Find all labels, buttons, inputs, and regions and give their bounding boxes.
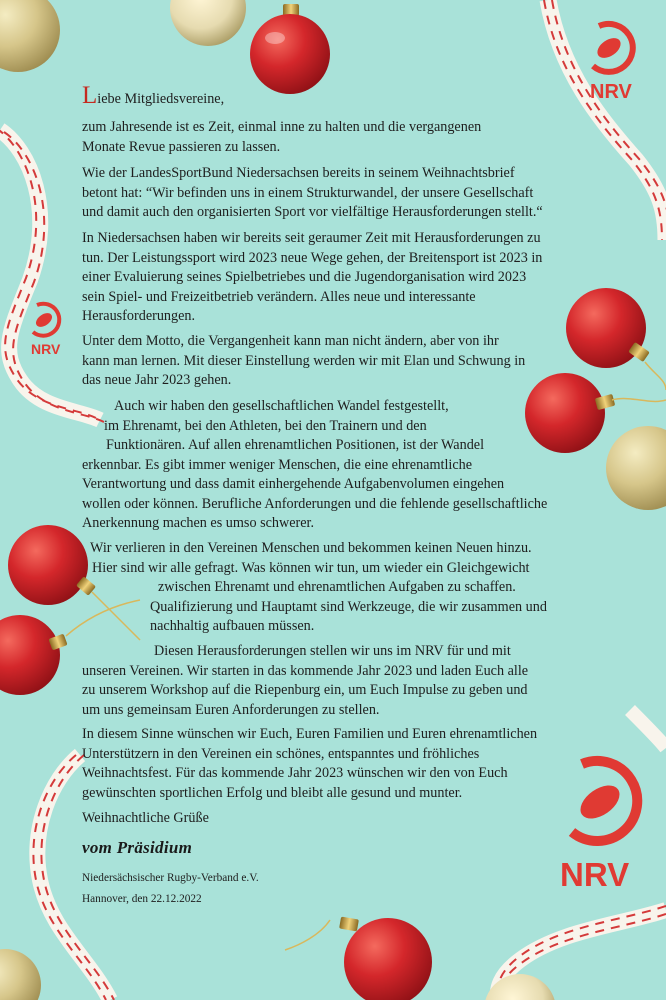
text-line: Anerkennung machen es umso schwerer. bbox=[82, 515, 315, 531]
text-line: zwischen Ehrenamt und ehrenamtlichen Aufgaben zu schaffen. bbox=[158, 579, 516, 595]
paragraph-2 bbox=[82, 164, 543, 223]
paragraph-7 bbox=[82, 642, 528, 720]
paragraph-6 bbox=[82, 539, 547, 637]
text-line: In Niedersachsen haben wir bereits seit geraumer Zeit mit Herausforderungen zu bbox=[82, 230, 541, 246]
closing-greeting bbox=[82, 809, 209, 829]
text-line: Monate Revue passieren zu lassen. bbox=[82, 138, 281, 155]
text-line: das neue Jahr 2023 gehen. bbox=[82, 372, 232, 388]
text-line: betont hat: “Wir befinden uns in einem Strukturwandel, der unsere Gesellschaft bbox=[82, 184, 534, 201]
text-line: tun. Der Leistungssport wird 2023 neue Wege gehen, der Breitensport ist 2023 in bbox=[82, 249, 543, 266]
paragraph-1 bbox=[82, 118, 481, 157]
text-line: und damit auch den organisierten Sport vor vielfältige Herausforderungen stellt.“ bbox=[82, 204, 543, 220]
text-line: nachhaltig aufbauen müssen. bbox=[150, 618, 315, 634]
paragraph-3 bbox=[82, 229, 542, 327]
paragraph-8 bbox=[82, 725, 537, 803]
text-line: Funktionären. Auf allen ehrenamtlichen Positionen, ist der Wandel bbox=[106, 437, 485, 453]
paragraph-5 bbox=[82, 397, 547, 534]
paragraph-4 bbox=[82, 332, 525, 391]
text-line: wollen oder können. Berufliche Anforderungen und die fehlende gesellschaftliche bbox=[82, 495, 548, 512]
nrv-logo-text: NRV bbox=[31, 341, 61, 357]
place-date: Hannover, den 22.12.2022 bbox=[82, 893, 202, 905]
text-line: Verantwortung und dass damit einhergehende Aufgabenvolumen eingehen bbox=[82, 476, 505, 492]
text-line: Weihnachtsfest. Für das kommende Jahr 2023 wünschen wir den von Euch bbox=[82, 765, 508, 781]
signature: vom Präsidium bbox=[82, 838, 193, 857]
sender-name: Niedersächsischer Rugby-Verband e.V. bbox=[82, 872, 259, 884]
text-line: unseren Vereinen. Wir starten in das kommende Jahr 2023 und laden Euch alle bbox=[82, 662, 529, 679]
text-line: einer Evaluierung seines Spielbetriebes und die Jugendorganisation wird 2023 bbox=[82, 269, 527, 285]
text-line: sein Spiel- und Freizeitbetrieb verändern. Alles neue und interessante bbox=[82, 288, 476, 305]
text-line: Unter dem Motto, die Vergangenheit kann man nicht ändern, aber von ihr bbox=[82, 333, 499, 349]
text-line: Herausforderungen. bbox=[82, 308, 196, 324]
text-line: kann man lernen. Mit dieser Einstellung werden wir mit Elan und Schwung in bbox=[82, 352, 526, 369]
text-line: Wie der LandesSportBund Niedersachsen bereits in seinem Weihnachtsbrief bbox=[82, 165, 515, 181]
text-line: Auch wir haben den gesellschaftlichen Wandel festgestellt, bbox=[114, 398, 449, 414]
text-line: Wir verlieren in den Vereinen Menschen und bekommen keinen Neuen hinzu. bbox=[90, 540, 532, 556]
text-line: im Ehrenamt, bei den Athleten, bei den Trainern und den bbox=[104, 417, 427, 434]
text-line: zum Jahresende ist es Zeit, einmal inne zu halten und die vergangenen bbox=[82, 119, 482, 135]
text-line: Unterstützern in den Vereinen ein schönes, entspanntes und fröhliches bbox=[82, 745, 480, 762]
text-line: Diesen Herausforderungen stellen wir uns im NRV für und mit bbox=[154, 643, 511, 659]
text-line: erkennbar. Es gibt immer weniger Menschen, die eine ehrenamtliche bbox=[82, 456, 473, 473]
greeting bbox=[82, 82, 225, 110]
greeting-text: iebe Mitgliedsvereine, bbox=[97, 91, 225, 107]
text-line: In diesem Sinne wünschen wir Euch, Euren Familien und Euren ehrenamtlichen bbox=[82, 726, 538, 742]
text-line: gewünschten sportlichen Erfolg und bleibt alle gesund und munter. bbox=[82, 784, 463, 801]
text-line: Hier sind wir alle gefragt. Was können wir tun, um wieder ein Gleichgewicht bbox=[92, 559, 530, 576]
greeting-initial: L bbox=[82, 82, 98, 109]
nrv-logo-text: NRV bbox=[590, 81, 632, 103]
text-line: um uns gemeinsam Euren Anforderungen zu stellen. bbox=[82, 701, 380, 718]
nrv-logo-text: NRV bbox=[560, 856, 630, 893]
text-line: Weihnachtliche Grüße bbox=[82, 810, 209, 826]
text-line: zu unserem Workshop auf die Riepenburg ein, um Euch Impulse zu geben und bbox=[82, 682, 528, 698]
text-line: Qualifizierung und Hauptamt sind Werkzeuge, die wir zusammen und bbox=[150, 598, 547, 615]
